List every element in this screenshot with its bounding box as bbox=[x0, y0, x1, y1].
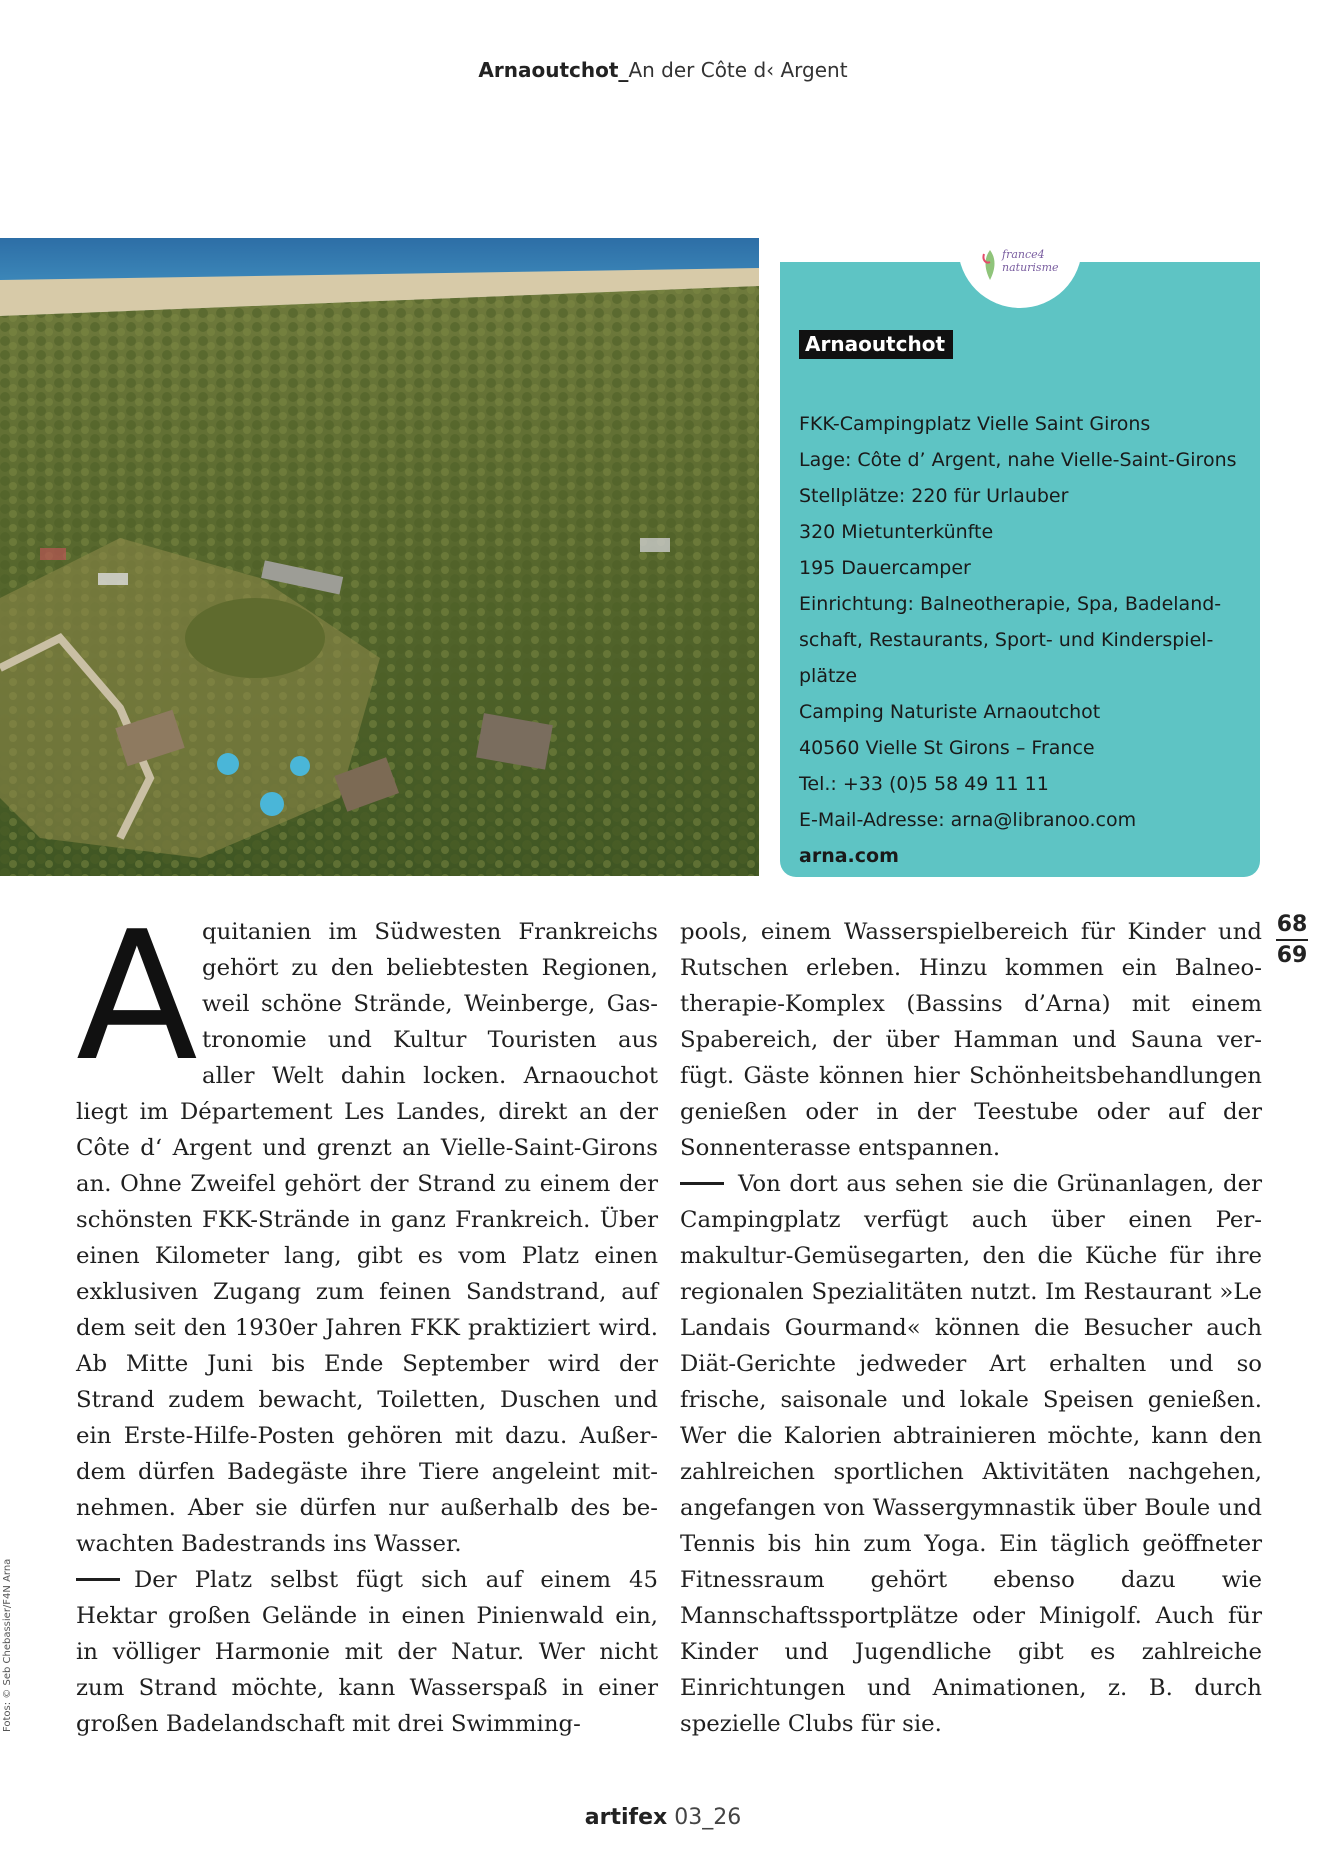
header-section: Arnaoutchot_ bbox=[478, 58, 629, 82]
pool bbox=[290, 756, 310, 776]
article-paragraph bbox=[680, 914, 1262, 1166]
paragraph-dash bbox=[680, 1182, 724, 1185]
paragraph-text: Von dort aus sehen sie die Grünanlagen, der Campingplatz verfügt auch über einen Permakultur-Gemüsegarten, den die Küche für ihre regionalen Spezialitäten nutzt. Im Restaurant »Le Landais Gourmand« können die Besucher auch Diät-Gerichte jedweder Art erhalten und so frische, saisonale und lokale Speisen genießen. Wer die Kalorien abtrainieren möchte, kann den zahlreichen sportlichen Aktivitäten nachgehen, angefangen von Wassergymnastik über Boule und Tennis bis hin zum Yoga. Ein täglich geöffneter Fitnessraum gehört ebenso dazu wie Mannschaftssportplätze oder Minigolf. Auch für Kinder und Jugendliche gibt es zahlreiche Einrichtungen und Animationen, z. B. durch spezielle Clubs für sie. bbox=[680, 1171, 1262, 1737]
info-line: Lage: Côte d’ Argent, nahe Vielle-Saint-Girons bbox=[799, 449, 1237, 471]
info-line: Stellplätze: 220 für Urlauber bbox=[799, 485, 1069, 507]
paragraph-text: Der Platz selbst fügt sich auf einem 45 Hektar großen Gelände in einen Pinienwald ein, in völliger Harmonie mit der Natur. Wer nicht zum Strand möchte, kann Wasserspaß in einer großen Badelandschaft mit drei Swimming- bbox=[76, 1567, 658, 1737]
camper bbox=[640, 538, 670, 552]
aerial-photo bbox=[0, 238, 759, 876]
info-line: 40560 Vielle St Girons – France bbox=[799, 737, 1095, 759]
footer bbox=[0, 1805, 1326, 1830]
info-line: E-Mail-Adresse: arna@libranoo.com bbox=[799, 809, 1137, 831]
photo-credit-text: Fotos: © Seb Chebassier/F4N Arna bbox=[2, 1558, 13, 1732]
logo-wordmark bbox=[1002, 248, 1072, 282]
info-line: Tel.: +33 (0)5 58 49 11 11 bbox=[799, 773, 1049, 795]
camper bbox=[40, 548, 66, 560]
footer-issue: 03_26 bbox=[674, 1805, 742, 1830]
leaf-logo-icon bbox=[980, 248, 1000, 282]
article-column-left bbox=[76, 893, 658, 1742]
page-numbers bbox=[1272, 912, 1312, 968]
pool bbox=[217, 753, 239, 775]
info-line: FKK-Campingplatz Vielle Saint Girons bbox=[799, 413, 1151, 435]
aerial-photo-illustration bbox=[0, 238, 759, 876]
info-box-title: Arnaoutchot bbox=[799, 330, 953, 359]
info-line: plätze bbox=[799, 665, 858, 687]
info-line: 320 Mietunterkünfte bbox=[799, 521, 994, 543]
info-box-lines bbox=[799, 406, 1249, 874]
page-number-right: 69 bbox=[1276, 943, 1308, 968]
logo-text-line-2: naturisme bbox=[1002, 261, 1059, 274]
footer-brand: artifex bbox=[584, 1805, 668, 1830]
paragraph-text: quitanien im Südwesten Frankreichs gehört zu den beliebtesten Regionen, weil schöne Strände, Weinberge, Gastronomie und Kultur Touristen aus aller Welt dahin locken. Arnaouchot liegt im Département Les Landes, direkt an der Côte d‘ Argent und grenzt an Vielle-Saint-Girons an. Ohne Zweifel gehört der Strand zu einem der schönsten FKK-Strände in ganz Frankreich. Über einen Kilometer lang, gibt es vom Platz einen exklusiven Zugang zum feinen Sandstrand, auf dem seit den 1930er Jahren FKK praktiziert wird. Ab Mitte Juni bis Ende September wird der Strand zudem bewacht, Toiletten, Duschen und ein Erste-Hilfe-Posten gehören mit dazu. Außerdem dürfen Badegäste ihre Tiere angeleint mitnehmen. Aber sie dürfen nur außerhalb des bewachten Badestrands ins Wasser. bbox=[76, 919, 658, 1557]
info-box bbox=[780, 248, 1260, 877]
page-number-rule bbox=[1276, 939, 1308, 941]
pool bbox=[260, 792, 284, 816]
header-subtitle: An der Côte d‹ Argent bbox=[628, 58, 848, 82]
paragraph-dash bbox=[76, 1578, 120, 1581]
article-column-right bbox=[680, 914, 1262, 1742]
article-paragraph bbox=[680, 1166, 1262, 1742]
info-line: schaft, Restaurants, Sport- und Kinderspiel- bbox=[799, 629, 1214, 651]
article-paragraph bbox=[76, 1562, 658, 1742]
info-line: Camping Naturiste Arnaoutchot bbox=[799, 701, 1101, 723]
article-paragraph bbox=[76, 893, 658, 1562]
website-link[interactable]: arna.com bbox=[799, 845, 899, 867]
info-line: 195 Dauercamper bbox=[799, 557, 971, 579]
info-line: Einrichtung: Balneotherapie, Spa, Badeland- bbox=[799, 593, 1222, 615]
page-number-left: 68 bbox=[1276, 912, 1308, 937]
france4naturisme-logo bbox=[958, 234, 1082, 308]
camper bbox=[98, 573, 128, 585]
logo-text-line-1: france4 bbox=[1002, 248, 1045, 261]
drop-cap: A bbox=[76, 893, 198, 1100]
running-header bbox=[0, 58, 1326, 82]
paragraph-text: pools, einem Wasserspielbereich für Kinder und Rutschen erleben. Hinzu kommen ein Balneotherapie-Komplex (Bassins d’Arna) mit einem Spabereich, der über Hamman und Sauna verfügt. Gäste können hier Schönheitsbehandlungen genießen oder in der Teestube oder auf der Sonnenterasse entspannen. bbox=[680, 919, 1262, 1161]
pond bbox=[185, 598, 325, 678]
